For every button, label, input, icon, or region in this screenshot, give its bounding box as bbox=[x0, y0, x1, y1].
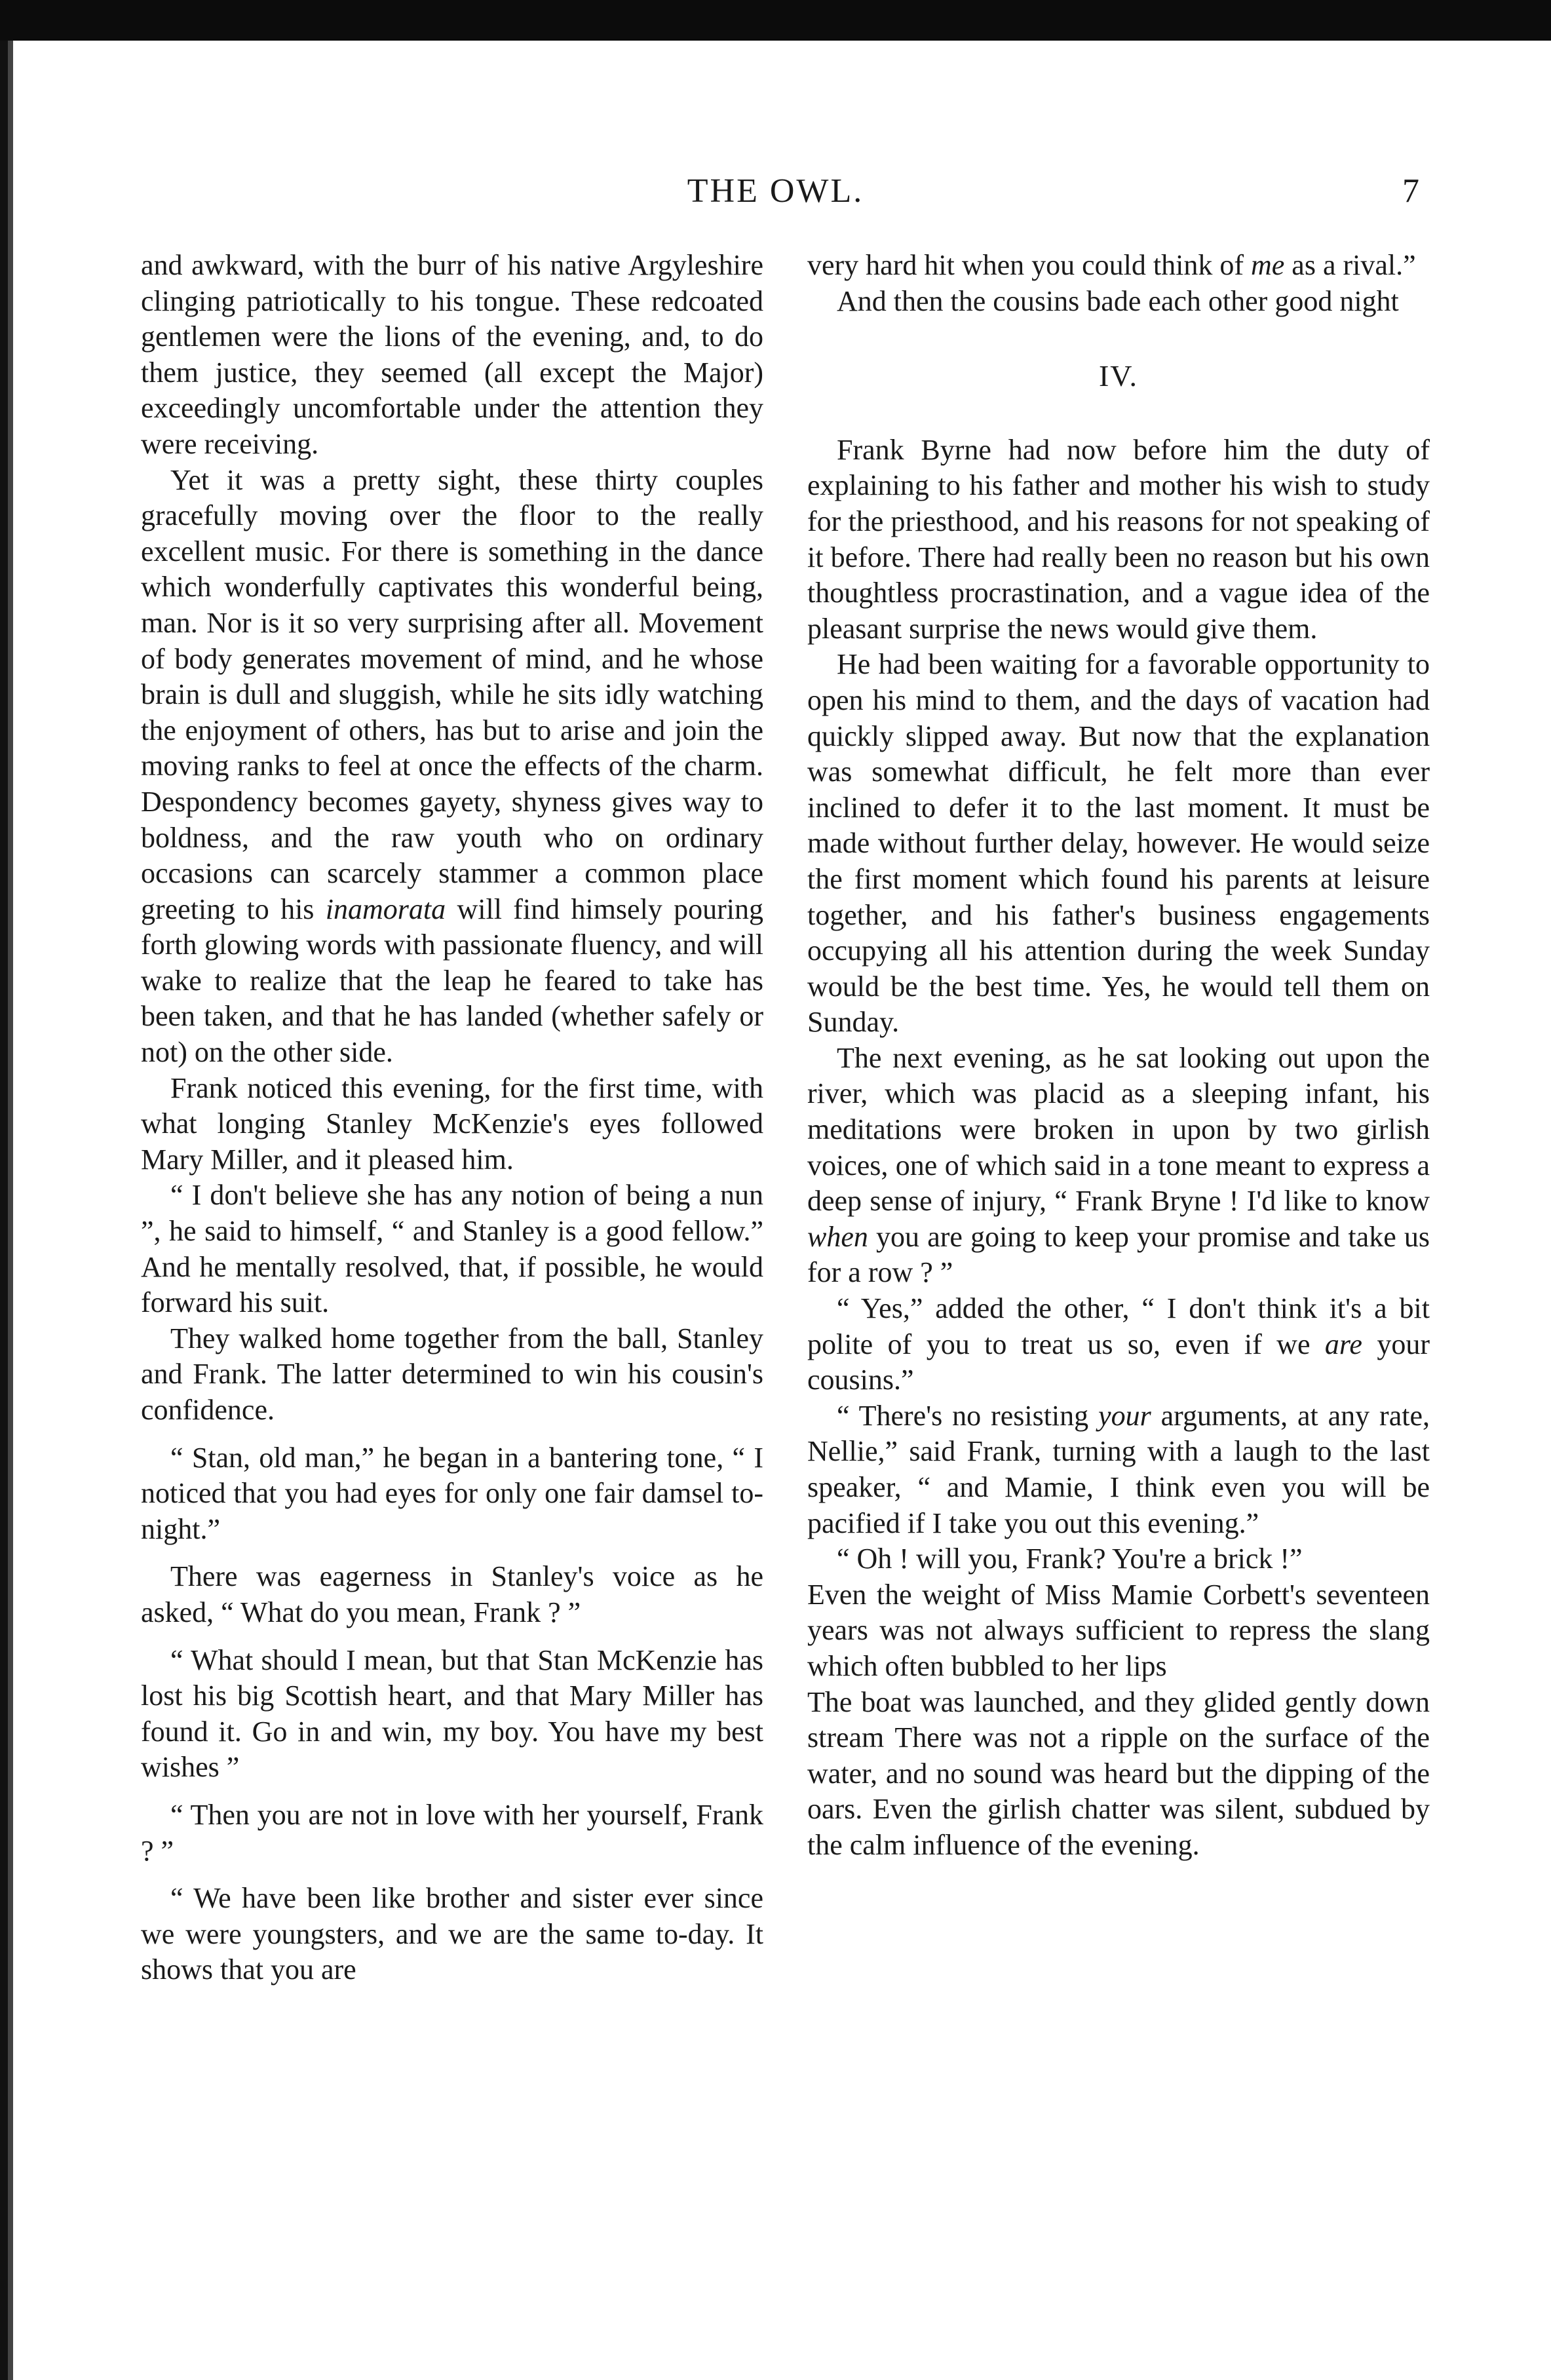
paragraph: “ There's no resisting your arguments, at any rate, Nellie,” said Frank, turning with a laugh to the last speaker, “ and Mamie, I think even you will be pacified if I take you out this evening.” bbox=[807, 1399, 1430, 1539]
paragraph: He had been waiting for a favorable opportunity to open his mind to them, and the days of vacation had quickly slipped away. But now that the explanation was somewhat difficult, he felt more than ever inclined to defer it to the last moment. It must be made without further delay, however. He would seize the first moment which found his parents at leisure together, and his father's business engagements occupying all his attention during the week Sunday would be the best time. Yes, he would tell them on Sunday. bbox=[807, 648, 1430, 1039]
paragraph: They walked home together from the ball, Stanley and Frank. The latter determined to win his cousin's confidence. bbox=[141, 1322, 763, 1426]
running-title: THE OWL. bbox=[687, 172, 864, 210]
top-border-rule bbox=[0, 0, 1551, 41]
paragraph: Yet it was a pretty sight, these thirty couples gracefully moving over the floor to the really excellent music. For there is something in the dance which wonderfully captivates this wonderful being, man. Nor is it so very surprising after all. Movement of body generates movement of mind, and he whose brain is dull and sluggish, while he sits idly watching the enjoyment of others, has but to arise and join the moving ranks to feel at once the effects of the charm. Despondency becomes gayety, shyness gives way to boldness, and the raw youth who on ordinary occasions can scarcely stammer a common place greeting to his inamorata will find himsely pouring forth glowing words with passionate fluency, and will wake to realize that the leap he feared to take has been taken, and that he has landed (whether safely or not) on the other side. bbox=[141, 463, 764, 1069]
paragraph: Frank noticed this evening, for the first time, with what longing Stanley McKenzie's eyes followed Mary Miller, and it pleased him. bbox=[141, 1071, 763, 1176]
paragraph: And then the cousins bade each other good night bbox=[837, 284, 1399, 317]
paragraph: “ Then you are not in love with her yourself, Frank ? ” bbox=[141, 1798, 763, 1867]
paragraph: Frank Byrne had now before him the duty of explaining to his father and mother his wish to study for the priesthood, and his reasons for not speaking of it before. There had really been no reason but his own thoughtless procrastination, and a vague idea of the pleasant surprise the news would give them. bbox=[807, 433, 1430, 645]
paragraph: The next evening, as he sat looking out upon the river, which was placid as a sleeping infant, his meditations were broken in upon by two girlish voices, one of which said in a tone meant to express a deep sense of injury, “ Frank Bryne ! I'd like to know when you are going to keep your promise and take us for a row ? ” bbox=[807, 1041, 1430, 1289]
paragraph: Even the weight of Miss Mamie Corbett's seventeen years was not always sufficient to repress the slang which often bubbled to her lips bbox=[807, 1578, 1430, 1682]
left-column bbox=[141, 248, 763, 1988]
section-heading: IV. bbox=[1098, 359, 1139, 393]
right-column bbox=[807, 248, 1430, 1864]
paragraph: very hard hit when you could think of me as a rival.” bbox=[807, 249, 1416, 281]
paragraph: “ What should I mean, but that Stan McKenzie has lost his big Scottish heart, and that Mary Miller has found it. Go in and win, my boy. You have my best wishes ” bbox=[141, 1643, 763, 1784]
italic-word: when bbox=[807, 1220, 868, 1253]
paragraph: “ Oh ! will you, Frank? You're a brick !” bbox=[837, 1543, 1303, 1575]
paragraph: There was eagerness in Stanley's voice as he asked, “ What do you mean, Frank ? ” bbox=[141, 1560, 763, 1628]
left-border-rule bbox=[0, 41, 13, 2380]
italic-word: inamorata bbox=[325, 892, 446, 925]
paragraph: The boat was launched, and they glided gently down stream There was not a ripple on the surface of the water, and no sound was heard but the dipping of the oars. Even the girlish chatter was silent, subdued by the calm influence of the evening. bbox=[807, 1685, 1430, 1861]
paragraph: “ I don't believe she has any notion of being a nun ”, he said to himself, “ and Stanley is a good fellow.” And he mentally resolved, that, if possible, he would forward his suit. bbox=[141, 1179, 763, 1319]
paragraph: “ Yes,” added the other, “ I don't think it's a bit polite of you to treat us so, even if we are your cousins.” bbox=[807, 1292, 1430, 1396]
italic-word: are bbox=[1324, 1328, 1362, 1360]
page-number: 7 bbox=[1402, 172, 1419, 210]
italic-word: me bbox=[1250, 249, 1285, 281]
italic-word: your bbox=[1098, 1399, 1151, 1432]
paragraph: and awkward, with the burr of his native Argyleshire clinging patriotically to his tongue. These redcoated gentlemen were the lions of the evening, and, to do them justice, they seemed (all except the Major) exceedingly uncomfortable under the attention they were receiving. bbox=[141, 249, 763, 460]
paragraph: “ Stan, old man,” he began in a bantering tone, “ I noticed that you had eyes for only one fair damsel to-night.” bbox=[141, 1441, 763, 1545]
paragraph: “ We have been like brother and sister ever since we were youngsters, and we are the same to-day. It shows that you are bbox=[141, 1882, 763, 1986]
